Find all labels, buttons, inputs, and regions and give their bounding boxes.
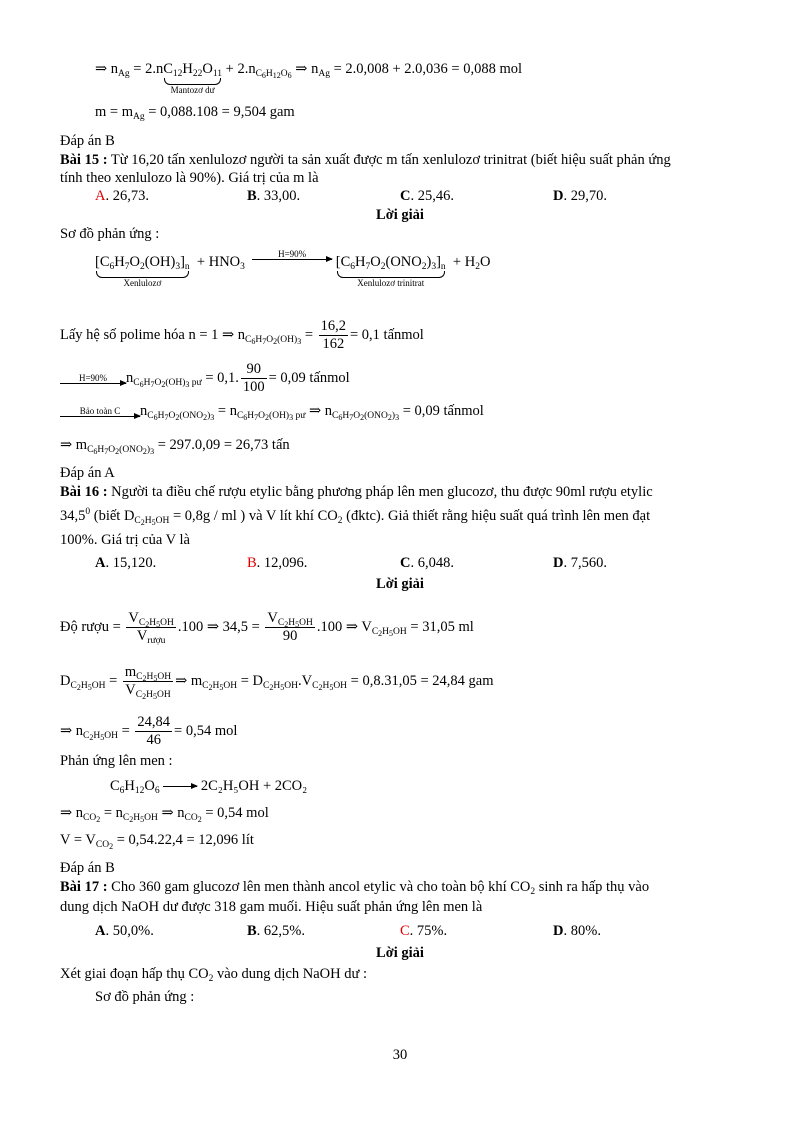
- solution-heading: Lời giải: [376, 945, 424, 961]
- equation-n-ag: ⇒ $n_{Ag} = 2.nC_{12}H_{22}O_{11}$ Mantozơ dư + $2.n_{C_6H_{12}O_6}$ ⇒ $n_{Ag} = 2.0,008 + 2.0,036 = 0,088$ mol: [95, 61, 523, 95]
- problem-16-text: Bài 16 : Người ta điều chế rượu etylic bằng phương pháp lên men glucozơ, thu được 90ml rượu etylic: [60, 484, 653, 500]
- calc-line-4: ⇒ $m_{C_6H_7O_2(ONO_2)_3} = 297.0,09 = 26,73$ tấn: [60, 437, 290, 456]
- solution-heading: Lời giải: [376, 207, 424, 223]
- problem-16-text-2: 34,5$^0$ (biết $D_{C_2H_5OH} = 0,8g$ / ml ) và V lít khí $CO_2$ (đktc). Giả thiết rằng hiệu suất quá trình lên men đạt: [60, 507, 651, 527]
- problem-15-text: Bài 15 : Từ 16,20 tấn xenlulozơ người ta sản xuất được m tấn xenlulozơ trinitrat (biết hiệu suất phản ứng: [60, 152, 671, 168]
- reaction-heading: Phản ứng lên men :: [60, 753, 173, 769]
- option-a: A. 50,0%.: [95, 923, 154, 939]
- page-number: 30: [392, 1047, 408, 1063]
- calc-co2-moles: ⇒ $n_{CO_2} = n_{C_2H_5OH}$ ⇒ $n_{CO_2} = 0,54$ mol: [60, 805, 269, 824]
- calc-alcohol-degree: Độ rượu = $\frac{V_{C_2H_5OH}}{V_{rượu}}$ .100 ⇒ 34,5 = $\frac{V_{C_2H_5OH}}{90}$ .100 ⇒ $V_{C_2H_5OH} = 31,05$ ml: [60, 610, 474, 646]
- problem-17-text-2: dung dịch NaOH dư được 318 gam muối. Hiệu suất phản ứng lên men là: [60, 899, 483, 915]
- option-d: D. 7,560.: [553, 555, 607, 571]
- calc-moles: ⇒ $n_{C_2H_5OH}$ = $\frac{24,84}{46}$ = 0,54 mol: [60, 714, 238, 748]
- option-c: C. 6,048.: [400, 555, 454, 571]
- equation-mass-ag: $m = m_{Ag} = 0,088.108 = 9,504$ gam: [95, 104, 295, 122]
- option-d: D. 80%.: [553, 923, 601, 939]
- answer-line: Đáp án B: [60, 860, 115, 876]
- calc-line-2: H=90% $n_{C_6H_7O_2(OH)_3 pư} = 0,1$. $\frac{90}{100}$ = 0,09 tấnmol: [60, 361, 350, 396]
- option-a: A. 26,73.: [95, 188, 149, 204]
- scheme-heading: Sơ đồ phản ứng :: [60, 226, 160, 242]
- fermentation-reaction: $C_6H_{12}O_6$ 2C₂H₅OH + 2CO₂: [110, 778, 308, 796]
- calc-line-1: Lấy hệ số polime hóa n = 1 ⇒ $n_{C_6H_7O_2(OH)_3}$ = $\frac{16,2}{162}$ = 0,1 tấnmol: [60, 318, 424, 352]
- solution-text: Xét giai đoạn hấp thụ $CO_2$ vào dung dịch NaOH dư :: [60, 966, 367, 984]
- option-a: A. 15,120.: [95, 555, 157, 571]
- problem-16-text-3: 100%. Giá trị của V là: [60, 532, 190, 548]
- option-d: D. 29,70.: [553, 188, 607, 204]
- option-c: C. 75%.: [400, 923, 448, 939]
- calc-line-3: Bảo toàn C $n_{C_6H_7O_2(ONO_2)_3} = n_{C_6H_7O_2(OH)_3 pư}$ ⇒ $n_{C_6H_7O_2(ONO_2)_3} = 0,09$ tấnmol: [60, 402, 484, 420]
- problem-17-text: Bài 17 : Cho 360 gam glucozơ lên men thành ancol etylic và cho toàn bộ khí $CO_2$ sinh ra hấp thụ vào: [60, 879, 650, 897]
- answer-line: Đáp án A: [60, 465, 115, 481]
- answer-line: Đáp án B: [60, 133, 115, 149]
- option-b: B. 62,5%.: [247, 923, 306, 939]
- solution-heading: Lời giải: [376, 576, 424, 592]
- option-c: C. 25,46.: [400, 188, 454, 204]
- problem-15-text-2: tính theo xenlulozo là 90%). Giá trị của m là: [60, 170, 319, 186]
- calc-volume: $V = V_{CO_2} = 0,54.22,4 = 12,096$ lít: [60, 832, 254, 851]
- scheme-heading: Sơ đồ phản ứng :: [95, 989, 195, 1005]
- calc-density: $D_{C_2H_5OH}$ = $\frac{m_{C_2H_5OH}}{V_{C_2H_5OH}}$ ⇒ $m_{C_2H_5OH} = D_{C_2H_5OH}.V_{C_2H_5OH} = 0,8.31,05 = 24,84$ gam: [60, 664, 494, 701]
- option-b: B. 33,00.: [247, 188, 301, 204]
- option-b: B. 12,096.: [247, 555, 308, 571]
- reaction-scheme: $[C_6H_7O_2(OH)_3]_n$ Xenlulozơ + $HNO_3$ H=90% $[C_6H_7O_2(ONO_2)_3]_n$ Xenlulozơ trinitrat + $H_2O$: [95, 249, 491, 288]
